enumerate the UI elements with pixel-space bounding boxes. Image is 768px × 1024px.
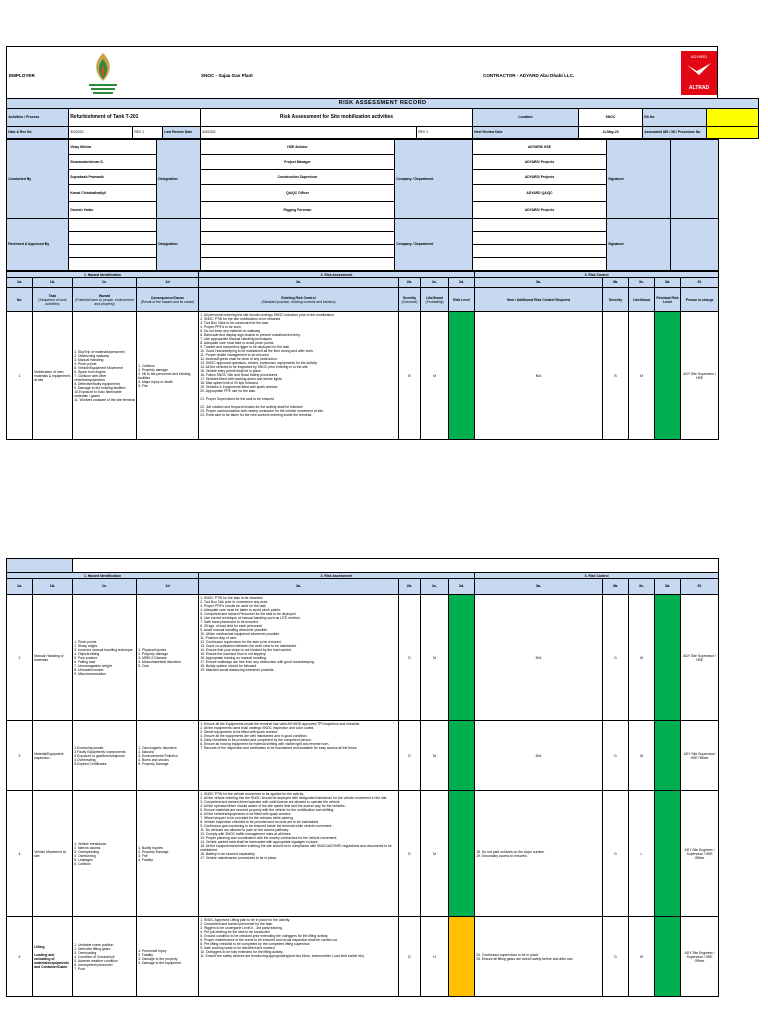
ra-no-label: RA No xyxy=(643,109,707,127)
row-likelihood-2: M xyxy=(629,721,655,791)
company-label: Company / Department xyxy=(395,219,473,271)
column-code: 3b. xyxy=(603,579,629,595)
snoc-logo xyxy=(81,51,125,97)
reviewer-name[interactable] xyxy=(69,219,157,232)
row-existing-control: 1. SNOC PTW for the task to be obtained. 2. Tool Box Talk prior to commence any work. 3. Proper PPE's should be used for the task 4. Adequate care must be taken to avoid pinch points. 5. Competent and trained Personnel for the task to be deployed. 6. Use correct technique of manual handling such as LITE method. 7. Safe hand placement to be ensured. 8. 25 kgs. of load limit for each personnel 9. Avoid manual handling whenever possible. 10. Utilize mechanical equipment whenever possible. 11. Position duty of care. 12. Continuous supervision for the task to be ensured. 13. Good co-ordination between the work crew to be maintained 14. Ensure that your vision is not blocked by the load carried. 15. Ensure the load and floor is not slippery. 16. Appropriate training on manual handling. 17. Ensure walkways are free from any obstruction with good housekeeping. 18. Buddy system should be followed 19. Maintain social distancing whenever possible. xyxy=(199,595,399,721)
next-review-value: 11-May-23 xyxy=(579,127,643,139)
conducted-by-table xyxy=(6,139,719,271)
row-number: 5 xyxy=(7,917,33,997)
row-risk-level xyxy=(449,721,475,791)
signature-label: Signature xyxy=(607,219,671,271)
column-task-subtitle: (Sequence of work activities) xyxy=(38,297,67,306)
row-existing-control: 1. All personnel entering the site should undergo SNOC induction prior to the mobilization. 2. SNOC PTW for the site mobilization to be obtained 3. Tool Box Talks to be conducted for the task 4. Proper PPE's to be worn 5. Do not keep any material on walkway 6. Barricade and display sign boards to prevent unauthorized entry. 7. Use appropriate Manual Handling techniques 8. Adequate care must take to avoid pinch points. 9. Trained and competent rigger to be deployed for the task 10. Good Housekeeping to be maintained all the time during and after work. 11. Proper visible management to be ensured. 12. Access/Egress shall be clear of any obstruction. 13. SNOC approved operators, drivers, banksman, equipments for the activity. 14. All the vehicles to be inspected by SNOC prior entering in to the site 15. Vehicle entry permit shall be in place 16. Follow SNOC Site and Road Safety procedures 17. Vehicles fitted with backing alarm and strobe lights. 18. Max speed limit of 20 kph followed. 19. Vehicles & Equipments fitted with spark arrestor 20. Appropriate PPE use for the task. 21. Proper Supervision for the task to be ensured 22. Job rotation and frequent breaks for the activity shall be followed 23. Proper communication with nearby contractor for the vehicle movement at site. 24. Extra care to be taken for the new workers entering inside the terminal. xyxy=(199,312,399,440)
conductor-designation: Rigging Foreman xyxy=(201,202,395,219)
row-residual-risk xyxy=(655,917,681,997)
row-existing-control: 1. Ensure all the Equipments inside the terminal has Valid ADYARD approved TPI inspection and checklist. 2. All the equipments used shall undergo SNOC inspection and color coded. 3. Diesel equipments to be fitted with spark arrestor. 4. Ensure all the equipments are well maintained and in good condition. 5. Daily checklists to be provided and completed by the competent person. 6. Ensure all moving equipment for material shifting with visible light and reverse horn. 7. Records of the inspection and certificates to be maintained and available for easy access all the times. xyxy=(199,721,399,791)
column-code: 2a. xyxy=(199,579,399,595)
blank-band xyxy=(73,559,719,573)
row-person-in-charge: ADY Site Supervisor/ HSE Officer xyxy=(681,721,719,791)
column-risk-level: Risk Level xyxy=(449,288,475,312)
altrad-logo xyxy=(681,51,717,95)
row-existing-control: 1. SNOC PTW for the vehicle movement to be applied for the activity. 2. All the vehicle entering into the SNOC should be deployed with designated banksman for the vehicle movement in the site. 3. Competent and trained driver/operator with valid license are allowed to operate the vehicle. 4. All the operator/driver should aware of the site speed limit and the access way for the vehicles. 5. Ensure materials are secured properly with the vehicle for the mobilization and shifting. 6. All the vehicles/equipments to be fitted with spark arrestor. 7. Wheel stopper to be provided for the vehicles while parking. 8. Vehicle inspection checklist to be provided and records are to be maintained. 9. Continuous gas monitoring to be ensured inside the terminal while vehicle movement. 11. No vehicles are allowed to park on the access pathway. 12. Comply with SNOC traffic management rules at all times. 13. Proper planning and coordination with the nearby contractors for the vehicle movement. 14. Vehicle parked area shall be barricaded with appropriate signages in place. 15. All the equipments/vehicles entering the site should be in compliance with SNOC/ADYARD regulations and documents to be maintained. 16. Battery to be secured separately. 17. Vehicle maintenance procedures to be in place. xyxy=(199,791,399,917)
column-hazard-title: Hazard xyxy=(98,293,111,298)
section-risk-control: 3. Risk Control xyxy=(475,272,719,278)
column-code: 3f. xyxy=(681,579,719,595)
row-person-in-charge: ADY Site Supervisor / HSE xyxy=(681,312,719,440)
company-label: Company / Department xyxy=(395,140,473,219)
section-hazard-identification: 1. Hazard Identification xyxy=(7,272,199,278)
date-label: Date & Rev No xyxy=(7,127,69,139)
row-likelihood-2: M xyxy=(629,595,655,721)
row-consequence: 1. Physical injuries 2. Property damage 3. MSELS Disease 4. Musculoskeletal disorders 5. Cuts xyxy=(137,595,199,721)
column-existing-subtitle: (Standard practice, existing controls and barriers) xyxy=(261,299,336,304)
column-code: 2d. xyxy=(449,278,475,288)
row-number: 1 xyxy=(7,312,33,440)
row-likelihood: M xyxy=(421,595,449,721)
section-hazard-identification: 1. Hazard Identification xyxy=(7,573,199,579)
column-task-title: Task xyxy=(48,293,57,298)
risk-assessment-page-2 xyxy=(6,558,718,997)
row-severity-2: B xyxy=(603,312,629,440)
column-code: 3b. xyxy=(603,278,629,288)
row-residual-risk xyxy=(655,721,681,791)
associated-procedure-value[interactable] xyxy=(707,127,759,139)
column-code: 3a. xyxy=(475,579,603,595)
rev-value-2: REV 1 xyxy=(417,127,473,139)
column-severity-title: Severity xyxy=(402,295,417,300)
next-review-label: Next Review Date xyxy=(473,127,579,139)
column-code: 2c. xyxy=(421,278,449,288)
column-code: 1c. xyxy=(73,278,137,288)
conductor-designation: HSE Advisor xyxy=(201,140,395,155)
last-review-value: 3/4/2023 xyxy=(201,127,417,139)
table-row xyxy=(7,595,719,721)
column-existing-control xyxy=(199,288,399,312)
column-code: 3c. xyxy=(629,579,655,595)
row-person-in-charge: ADY Site Engineer / Supervisor / HSE Officer xyxy=(681,917,719,997)
row-new-control: 18. Do not park vehicles on the slope surface. 19. Secondary access to ensured. xyxy=(475,791,603,917)
column-code: 2d. xyxy=(449,579,475,595)
conductor-company: ADYARD/ Projects xyxy=(473,202,607,219)
plant-name: SNOC - Sajaa Gas Plant xyxy=(201,73,253,78)
column-task xyxy=(33,288,73,312)
column-consequence xyxy=(137,288,199,312)
row-residual-risk xyxy=(655,595,681,721)
risk-assessment-page-1 xyxy=(6,98,718,440)
conductor-designation: QA/QC Officer xyxy=(201,185,395,202)
column-residual-risk: Residual Risk Level xyxy=(655,288,681,312)
row-severity-2: D xyxy=(603,595,629,721)
column-code: 3a. xyxy=(475,278,603,288)
reviewed-by-label: Reviewed & Approved By xyxy=(7,219,69,271)
row-risk-level xyxy=(449,791,475,917)
row-number: 2 xyxy=(7,595,33,721)
column-code: 3f. xyxy=(681,278,719,288)
row-hazard: 1. Unstable crane position 2. Defective lifting gears 3. Overloading 4. Condition of Ground/soil 5. Adverse weather condition 6. Incompetent personnel 7. Poor xyxy=(73,917,137,997)
row-hazard: 1.Excessing smoke 2.Faulty Equipments /components 3.Exposure to gas/fumes/vapours 4.Overheating 5.Expired Certificates xyxy=(73,721,137,791)
column-severity-2: Severity xyxy=(603,288,629,312)
document-header xyxy=(6,46,718,98)
section-risk-control: 3. Risk Control xyxy=(475,573,719,579)
row-new-control: N/A xyxy=(475,312,603,440)
designation-label: Designation xyxy=(157,219,201,271)
employer-label: EMPLOYER xyxy=(9,73,35,78)
row-number: 4 xyxy=(7,791,33,917)
row-new-control: N/A xyxy=(475,595,603,721)
conductor-name: Kamal Chindrathadiyil xyxy=(69,185,157,202)
row-task: Mobilization of men, materials & equipment's at site xyxy=(33,312,73,440)
column-hazard-subtitle: (Potential harm to people, environment and property) xyxy=(75,297,134,306)
column-consequence-title: Consequence/Cause xyxy=(150,295,185,300)
table-row xyxy=(7,791,719,917)
conductor-name: Vinay Mishra xyxy=(69,140,157,155)
adyard-logo-text: ADYARD xyxy=(690,54,708,59)
column-code: 1a. xyxy=(7,579,33,595)
row-hazard: 1. Vehicle breakdown 2. Narrow access 3. Overspeeding 4. Overturning 5. Leakages 6. Collision xyxy=(73,791,137,917)
column-code: 1b. xyxy=(33,579,73,595)
row-severity-2: D xyxy=(603,721,629,791)
column-code: 2c. xyxy=(421,579,449,595)
row-risk-level xyxy=(449,595,475,721)
record-info-table xyxy=(6,98,759,139)
table-row xyxy=(7,721,719,791)
conductor-company: ADYARD/ Projects xyxy=(473,170,607,185)
row-hazard: 1. Pinch points 2. Sharp edges 3. Incorrect manual handling technique 4. Objects falling 5. Poor posture 6. Falling load 7. Unmanageable weight 8. Unloaded worker 9. Miscommunication xyxy=(73,595,137,721)
conductor-name: Suprakash Pramanik xyxy=(69,170,157,185)
column-code: 2b. xyxy=(399,278,421,288)
section-risk-assessment: 2. Risk Assessment xyxy=(199,272,475,278)
row-severity: D xyxy=(399,791,421,917)
section-risk-assessment: 2. Risk Assessment xyxy=(199,573,475,579)
conductor-company: ADYARD/ Projects xyxy=(473,155,607,170)
column-code: 3d. xyxy=(655,579,681,595)
row-hazard: 1. Slip/Trip of materials/personnel 2. Obstructing walkway 3. Manual Handling 4. Pinch points 5. Vehicle/Equipment Movement 6. Spark from engine 7. Collision with other vehicles/equipments 8. Defective/faulty equipment's 9. Damage to the existing facilities 10.Exposure to toxic flammable materials / gases 11. Workers unaware of the site terminal xyxy=(73,312,137,440)
conductor-company: ADYARD/ HSE xyxy=(473,140,607,155)
column-code: 1d xyxy=(137,579,199,595)
row-likelihood: M xyxy=(421,791,449,917)
table-row xyxy=(7,312,719,440)
column-no: No. xyxy=(7,288,33,312)
activities-description: Risk Assessment for Site mobilization activities xyxy=(201,109,473,127)
hazard-table-page-1 xyxy=(6,271,719,440)
activities-label: Activities / Process xyxy=(7,109,69,127)
row-person-in-charge: ADY Site Supervisor / HSE xyxy=(681,595,719,721)
row-risk-level xyxy=(449,312,475,440)
row-likelihood: M xyxy=(421,312,449,440)
row-likelihood: H xyxy=(421,917,449,997)
column-code: 1c. xyxy=(73,579,137,595)
rev-value: REV 1 xyxy=(133,127,163,139)
column-code: 1b. xyxy=(33,278,73,288)
activities-value: Refurbishment of Tank T-201 xyxy=(69,109,201,127)
row-task: Manual Handling of materials xyxy=(33,595,73,721)
row-task: Lifting Loading and unloading of materials/equipments and Container/Cabin xyxy=(33,917,73,997)
row-new-control: N/A xyxy=(475,721,603,791)
column-code: 2b. xyxy=(399,579,421,595)
reviewer-company[interactable] xyxy=(473,219,607,232)
row-severity: D xyxy=(399,917,421,997)
column-severity-subtitle: (Outcome) xyxy=(401,299,418,304)
associated-procedure-label: Associated MS / WI / Procedure No xyxy=(643,127,707,139)
row-likelihood-2: M xyxy=(629,312,655,440)
column-likelihood-title: Likelihood xyxy=(426,295,443,300)
row-consequence: 1. Bodily Injuries 2. Property Damage 3. Fire 4. Fatality xyxy=(137,791,199,917)
row-severity: D xyxy=(399,595,421,721)
column-likelihood xyxy=(421,288,449,312)
column-code: 1a. xyxy=(7,278,33,288)
row-risk-level xyxy=(449,917,475,997)
column-existing-title: Existing Risk Control xyxy=(281,295,316,300)
last-review-label: Last Review Date xyxy=(163,127,201,139)
row-consequence: 1. Carcinogenic disorders 2. Nausea 3. Environmental Pollution 4. Burns and shocks 5. Property Damage xyxy=(137,721,199,791)
hazard-table-page-2 xyxy=(6,558,719,997)
column-severity xyxy=(399,288,421,312)
row-likelihood: M xyxy=(421,721,449,791)
row-consequence: 1. Personnel Injury 2. Fatality 3. Damage to the property 4. Damage to the equipment xyxy=(137,917,199,997)
row-consequence: 1. Collision 2. Property damage 3. Hit to the personnel and existing facilities 4. Major injury or death 5. Fire xyxy=(137,312,199,440)
column-code: 2a. xyxy=(199,278,399,288)
reviewer-signature-field[interactable] xyxy=(671,219,719,271)
table-row xyxy=(7,917,719,997)
row-likelihood-2: M xyxy=(629,917,655,997)
row-task: Material/Equipment inspection xyxy=(33,721,73,791)
location-value: SNOC xyxy=(579,109,643,127)
reviewer-designation[interactable] xyxy=(201,219,395,232)
blank-cell xyxy=(7,559,73,573)
row-severity: D xyxy=(399,721,421,791)
ra-no-value[interactable] xyxy=(707,109,759,127)
record-title: RISK ASSESSMENT RECORD xyxy=(7,99,759,109)
conductor-designation: Construction Supervisor xyxy=(201,170,395,185)
conducted-by-label: Conducted By xyxy=(7,140,69,219)
signature-label: Signature xyxy=(607,140,671,219)
column-new-control: New / Additional Risk Control Required xyxy=(475,288,603,312)
column-code: 3d. xyxy=(655,278,681,288)
column-code: 1d xyxy=(137,278,199,288)
row-severity-2: D xyxy=(603,917,629,997)
row-new-control: 24. Continuous supervision to be in place 25. Ensure all lifting gears are stored safely before and after use. xyxy=(475,917,603,997)
location-label: Location xyxy=(473,109,579,127)
row-severity-2: D xyxy=(603,791,629,917)
signature-field[interactable] xyxy=(671,140,719,219)
column-person-in-charge: Person in-charge xyxy=(681,288,719,312)
row-task: Vehicle Movement at site xyxy=(33,791,73,917)
column-likelihood-2: Likelihood xyxy=(629,288,655,312)
conductor-company: ADYARD QA/QC xyxy=(473,185,607,202)
conductor-name: Ganesh Yadav xyxy=(69,202,157,219)
column-code: 3c. xyxy=(629,278,655,288)
altrad-logo-text: ALTRAD xyxy=(688,85,710,91)
row-existing-control: 1. SNOC Approved Lifting plan to be in place for the activity. 2. Competent and trained personnel for the task. 3. Riggers to be undergone Level II - 3rd party training. 4. Pre job briefing for the task to be conducted. 5. Ground condition to be checked prior extending the outriggers for the lifting activity. 6. Proper maintenance of the crane to be ensured and visual inspection shall be carried out. 8. Pre-lifting checklist to be completed by the competent lifting supervisor. 9. Safe working loads to be identified and marked. 10. Outriggers to be fully extended for the lifting activity. 11. Ensure the safety devices are functioning appropriately(anti two block, anemometer, Load limit switch etc) xyxy=(199,917,399,997)
contractor-name: CONTRACTOR - ADYARD Abu Dhabi LLC. xyxy=(483,73,575,78)
row-number: 3 xyxy=(7,721,33,791)
date-value: 3/4/2023 xyxy=(69,127,133,139)
row-person-in-charge: ADY Site Engineer / Supervisor / HSE Officer xyxy=(681,791,719,917)
row-residual-risk xyxy=(655,791,681,917)
conductor-designation: Project Manager xyxy=(201,155,395,170)
designation-label: Designation xyxy=(157,140,201,219)
column-likelihood-subtitle: (Probability) xyxy=(425,299,444,304)
row-likelihood-2: L xyxy=(629,791,655,917)
conductor-name: Sivaramakrishnan S. xyxy=(69,155,157,170)
column-consequence-subtitle: (Result of the hazard and its cause) xyxy=(140,299,195,304)
row-residual-risk xyxy=(655,312,681,440)
column-hazard xyxy=(73,288,137,312)
row-severity: B xyxy=(399,312,421,440)
